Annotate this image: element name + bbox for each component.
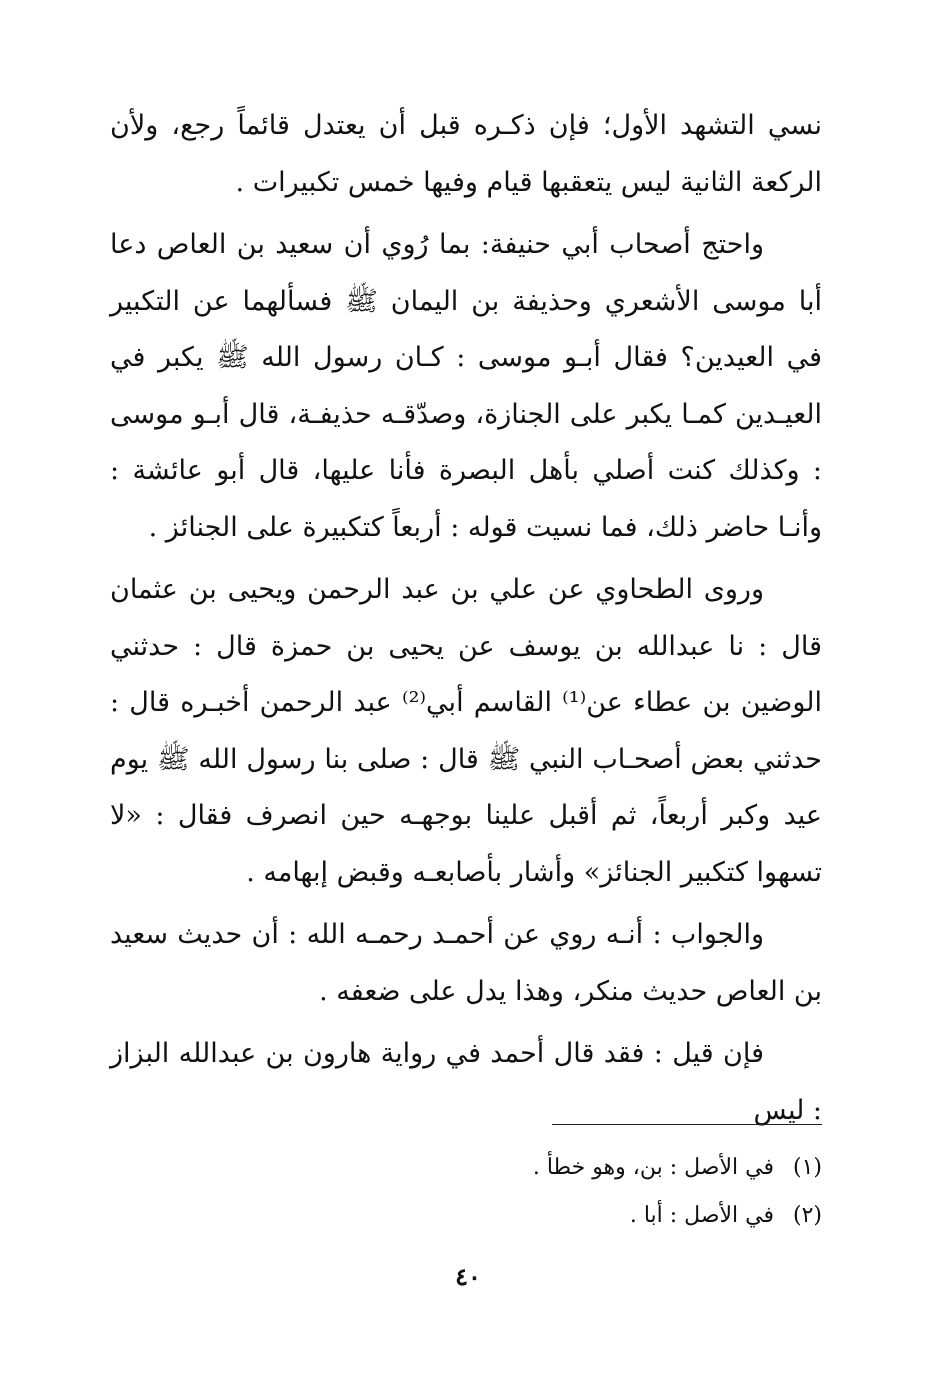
main-text [110, 98, 822, 1145]
page-number: ٤٠ [455, 1262, 481, 1291]
footnotes [110, 1144, 822, 1240]
footnote-1 [110, 1144, 822, 1192]
paragraph-1: نسي التشهد الأول؛ فإن ذكـره قبل أن يعتدل قائماً رجع، ولأن الركعة الثانية ليس يتعقبها قيام وفيها خمس تكبيرات . [110, 110, 822, 198]
footnote-number: (١) [792, 1155, 822, 1180]
footnote-text: في الأصل : بن، وهو خطأ . [532, 1155, 774, 1180]
paragraph-5: فإن قيل : فقد قال أحمد في رواية هارون بن عبدالله البزاز : ليس [110, 1038, 822, 1126]
footnote-number: (٢) [792, 1203, 822, 1228]
footnote-text: في الأصل : أبا . [629, 1203, 774, 1228]
footnote-2 [110, 1192, 822, 1240]
paragraph-2: واحتج أصحاب أبي حنيفة: بما رُوي أن سعيد بن العاص دعا أبا موسى الأشعري وحذيفة بن اليمان ﷺ فسألهما عن التكبير في العيدين؟ فقال أبـو موسى : كـان رسول الله ﷺ يكبر في العيـدين كمـا يكبر على الجنازة، وصدّقـه حذيفـة، قال أبـو موسى : وكذلك كنت أصلي بأهل البصرة فأنا عليها، قال أبو عائشة : وأنـا حاضر ذلك، فما نسيت قوله : أربعاً كتكبيرة على الجنائز . [110, 229, 822, 543]
paragraph-3: وروى الطحاوي عن علي بن عبد الرحمن ويحيى بن عثمان قال : نا عبدالله بن يوسف عن يحيى بن حمزة قال : حدثني الوضين بن عطاء عن⁽¹⁾ القاسم أبي⁽²⁾ عبد الرحمن أخبـره قال : حدثني بعض أصحـاب النبي ﷺ قال : صلى بنا رسول الله ﷺ يوم عيد وكبر أربعاً، ثم أقبل علينا بوجهـه حين انصرف فقال : «لا تسهوا كتكبير الجنائز» وأشار بأصابعـه وقبض إبهامه . [110, 574, 823, 888]
paragraph-4: والجواب : أنـه روي عن أحمـد رحمـه الله : أن حديث سعيد بن العاص حديث منكر، وهذا يدل على ضعفه . [110, 919, 822, 1007]
footnote-separator [552, 1124, 822, 1125]
